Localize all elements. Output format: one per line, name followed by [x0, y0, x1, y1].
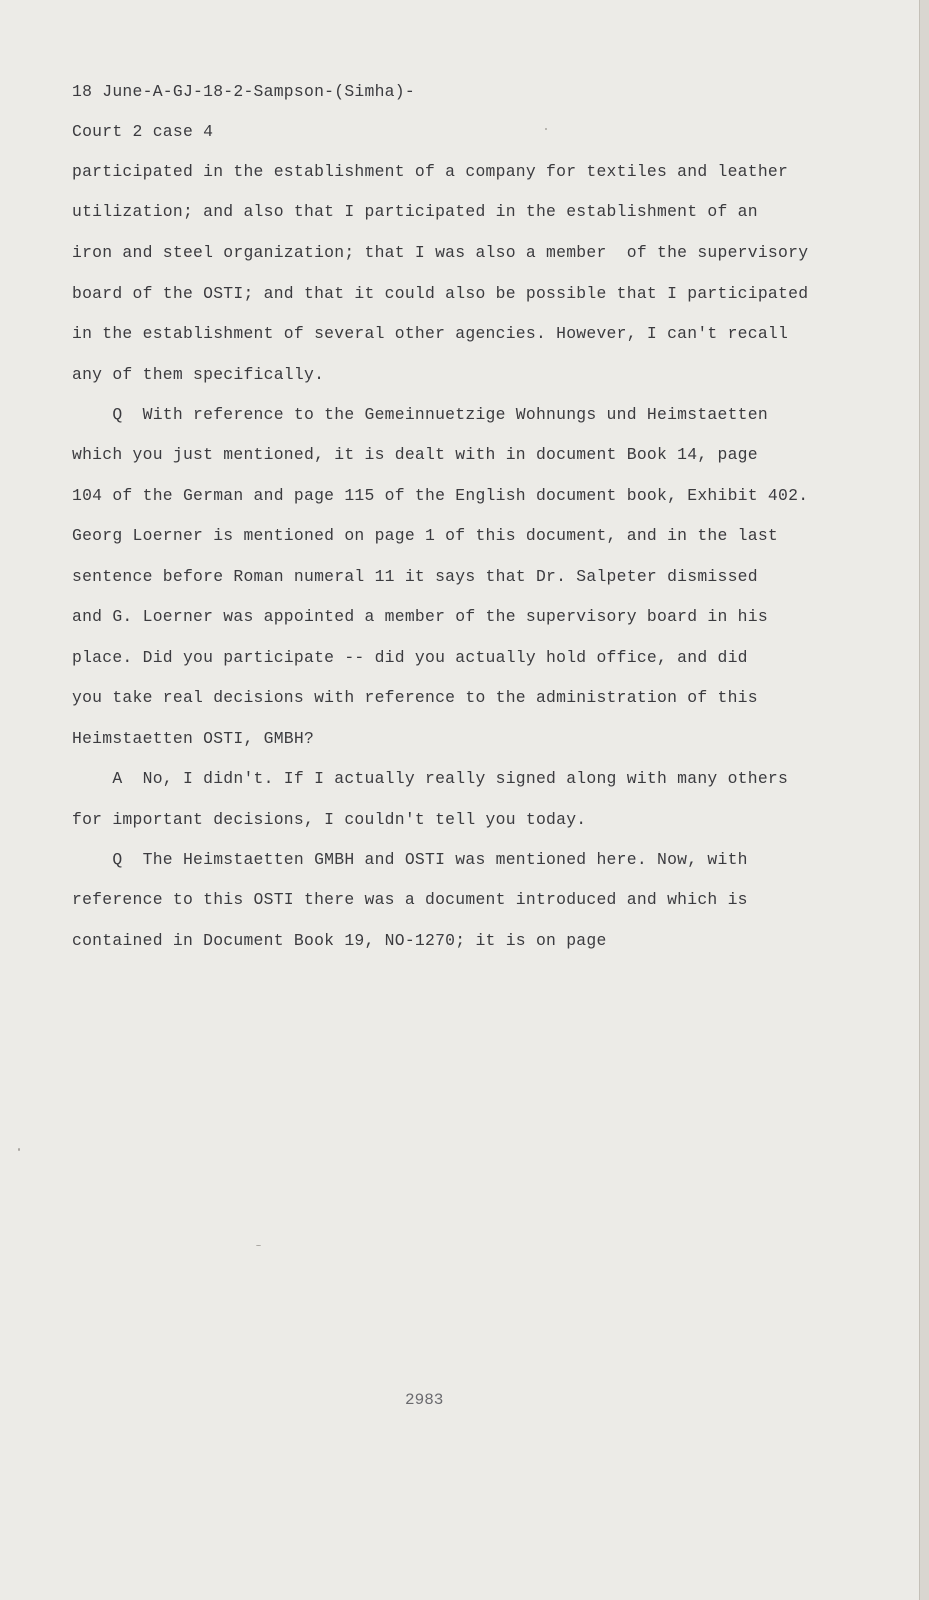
body-line: for important decisions, I couldn't tell you today.	[72, 810, 587, 829]
body-line: participated in the establishment of a company for textiles and leather	[72, 162, 789, 181]
page-number: 2983	[405, 1391, 444, 1409]
body-line: you take real decisions with reference to the administration of this	[72, 688, 758, 707]
paper-speck	[256, 1245, 261, 1246]
body-line: any of them specifically.	[72, 365, 325, 384]
body-line: Georg Loerner is mentioned on page 1 of this document, and in the last	[72, 526, 779, 545]
body-line: 104 of the German and page 115 of the English document book, Exhibit 402.	[72, 486, 809, 505]
question-line: Q The Heimstaetten GMBH and OSTI was mentioned here. Now, with	[72, 850, 748, 869]
body-line: board of the OSTI; and that it could also be possible that I participated	[72, 284, 809, 303]
page-edge	[919, 0, 929, 1600]
answer-line: A No, I didn't. If I actually really signed along with many others	[72, 769, 789, 788]
body-line: place. Did you participate -- did you actually hold office, and did	[72, 648, 748, 667]
body-line: which you just mentioned, it is dealt with in document Book 14, page	[72, 445, 758, 464]
body-line: and G. Loerner was appointed a member of the supervisory board in his	[72, 607, 768, 626]
paper-speck	[545, 128, 547, 130]
header-line-1: 18 June-A-GJ-18-2-Sampson-(Simha)-	[72, 82, 415, 101]
header-line-2: Court 2 case 4	[72, 122, 214, 141]
body-line: Heimstaetten OSTI, GMBH?	[72, 729, 315, 748]
body-line: iron and steel organization; that I was also a member of the supervisory	[72, 243, 809, 262]
body-line: reference to this OSTI there was a document introduced and which is	[72, 890, 748, 909]
paper-speck	[18, 1148, 20, 1151]
body-line: in the establishment of several other agencies. However, I can't recall	[72, 324, 789, 343]
question-line: Q With reference to the Gemeinnuetzige Wohnungs und Heimstaetten	[72, 405, 768, 424]
body-line: contained in Document Book 19, NO-1270; it is on page	[72, 931, 607, 950]
body-line: sentence before Roman numeral 11 it says that Dr. Salpeter dismissed	[72, 567, 758, 586]
body-line: utilization; and also that I participated in the establishment of an	[72, 202, 758, 221]
